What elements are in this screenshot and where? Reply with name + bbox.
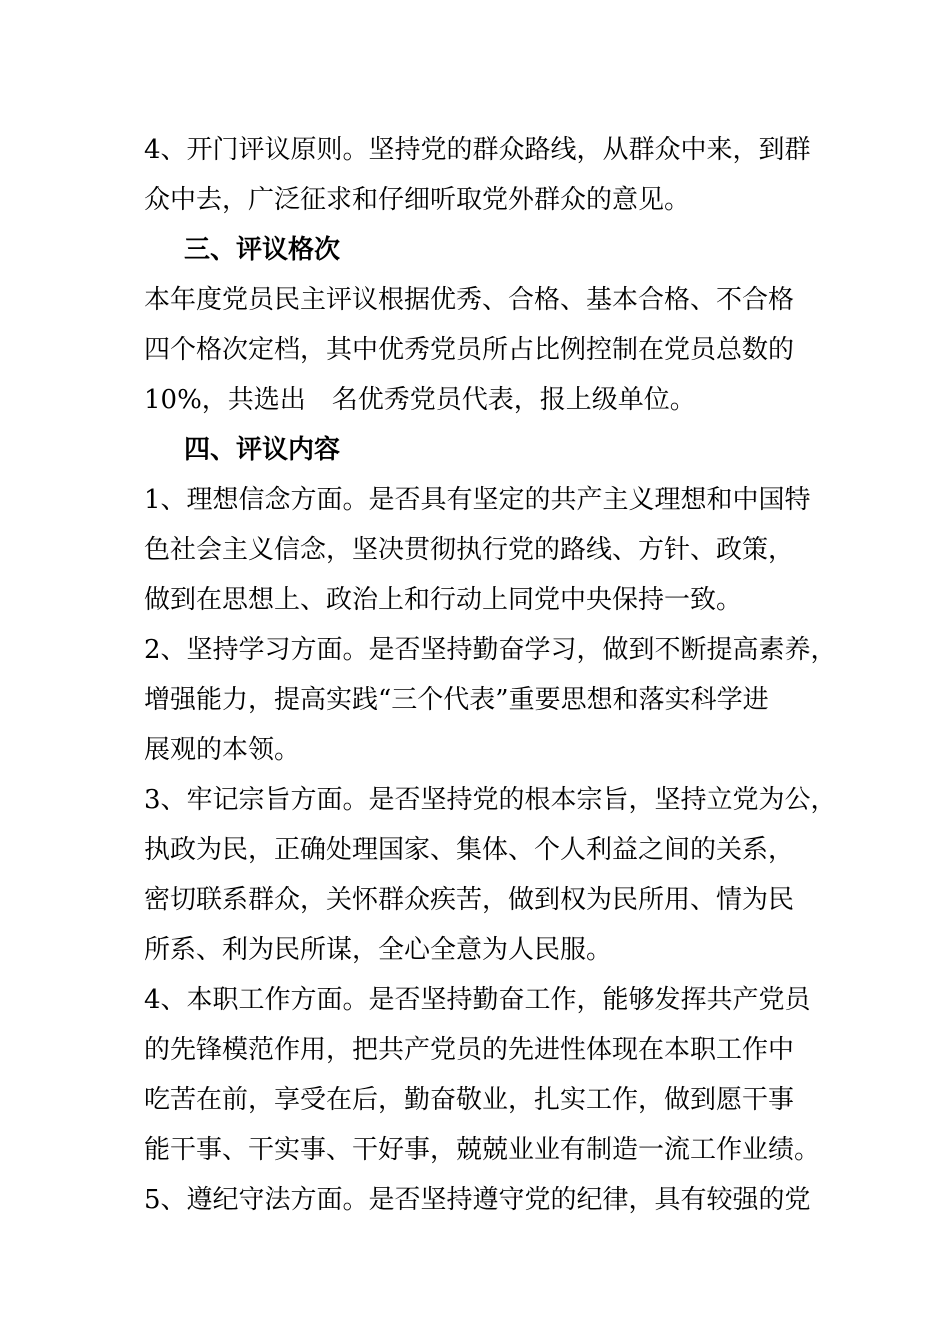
text-line: 色社会主义信念，坚决贯彻执行党的路线、方针、政策，	[144, 535, 795, 565]
text-line: 5、遵纪守法方面。是否坚持遵守党的纪律，具有较强的党	[144, 1185, 811, 1215]
text-line: 执政为民，正确处理国家、集体、个人利益之间的关系，	[144, 835, 795, 865]
text-line: 的先锋模范作用，把共产党员的先进性体现在本职工作中	[144, 1035, 795, 1065]
text-line: 吃苦在前，享受在后，勤奋敬业，扎实工作，做到愿干事	[144, 1085, 795, 1115]
text-line: 增强能力，提高实践“三个代表”重要思想和落实科学进	[144, 685, 769, 715]
text-line: 能干事、干实事、干好事，兢兢业业有制造一流工作业绩。	[144, 1135, 821, 1165]
text-line: 所系、利为民所谋，全心全意为人民服。	[144, 935, 613, 965]
text-line: 2、坚持学习方面。是否坚持勤奋学习，做到不断提高素养，	[144, 635, 837, 665]
text-line: 3、牢记宗旨方面。是否坚持党的根本宗旨，坚持立党为公，	[144, 785, 837, 815]
text-line: 密切联系群众，关怀群众疾苦，做到权为民所用、情为民	[144, 885, 795, 915]
text-line: 4、本职工作方面。是否坚持勤奋工作，能够发挥共产党员	[144, 985, 811, 1015]
text-line: 展观的本领。	[144, 735, 301, 765]
section-heading: 四、评议内容	[184, 435, 341, 465]
section-heading: 三、评议格次	[184, 235, 341, 265]
text-line: 10%，共选出 名优秀党员代表，报上级单位。	[144, 385, 696, 415]
text-line: 四个格次定档，其中优秀党员所占比例控制在党员总数的	[144, 335, 795, 365]
text-line: 做到在思想上、政治上和行动上同党中央保持一致。	[144, 585, 743, 615]
text-line: 众中去，广泛征求和仔细听取党外群众的意见。	[144, 185, 691, 215]
text-line: 4、开门评议原则。坚持党的群众路线，从群众中来，到群	[144, 135, 811, 165]
text-line: 本年度党员民主评议根据优秀、合格、基本合格、不合格	[144, 285, 795, 315]
text-line: 1、理想信念方面。是否具有坚定的共产主义理想和中国特	[144, 485, 811, 515]
